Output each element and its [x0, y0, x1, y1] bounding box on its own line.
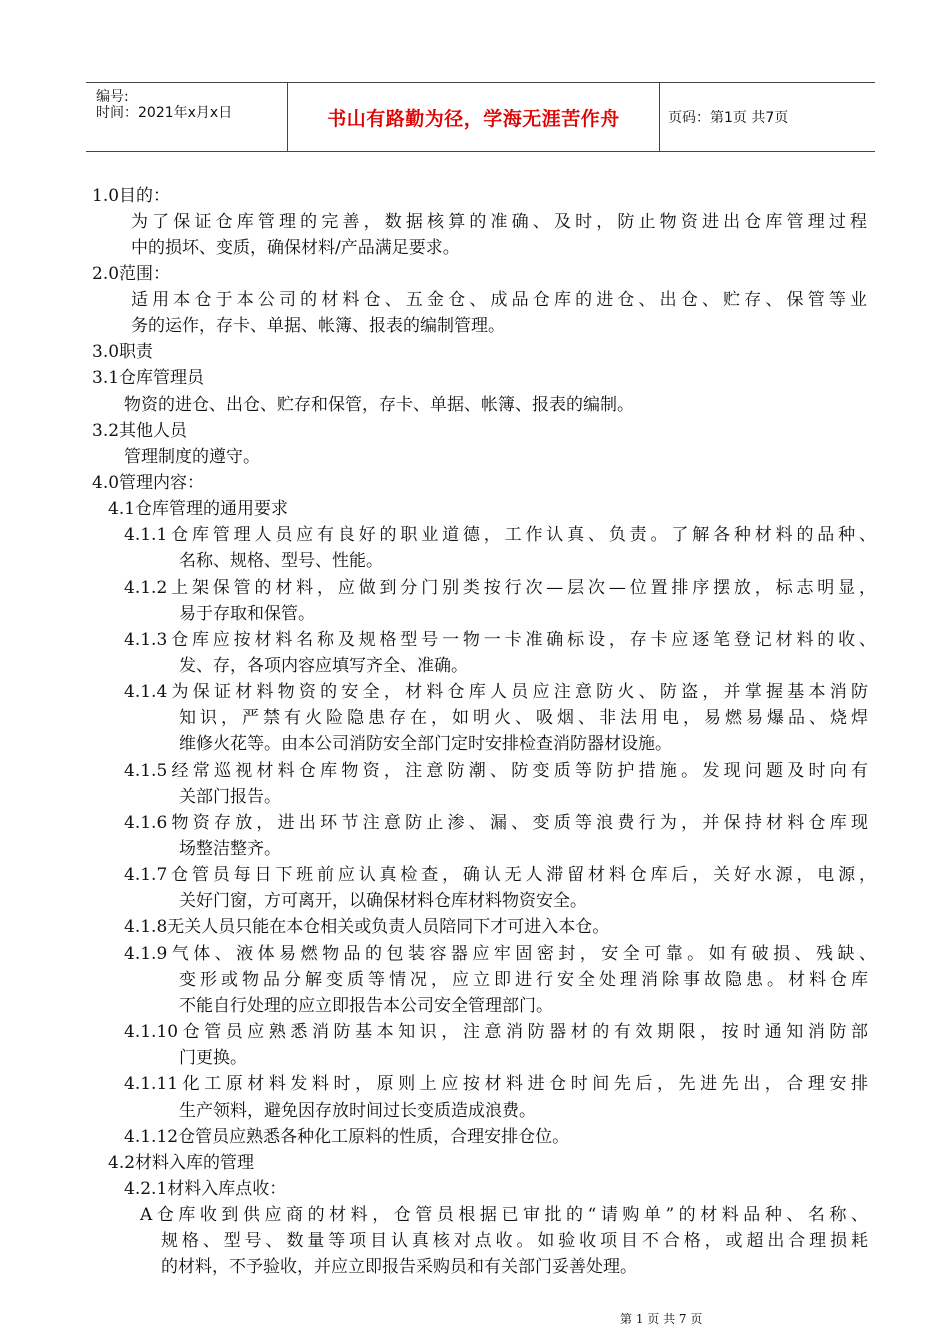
document-header — [86, 82, 875, 152]
doc-number-label: 编号: — [96, 89, 129, 105]
clause-line: 易于存取和保管。 — [179, 604, 315, 624]
clause-line: 4.1.3仓库应按材料名称及规格型号一物一卡准确标设，存卡应逐笔登记材料的收、 — [124, 630, 876, 650]
motto-text: 书山有路勤为径，学海无涯苦作舟 — [327, 107, 620, 130]
section-heading: 1.0目的： — [92, 186, 171, 206]
clause-line: 知识，严禁有火险隐患存在，如明火、吸烟、非法用电，易燃易爆品、烧焊 — [179, 708, 868, 728]
clause-line: 关好门窗，方可离开，以确保材料仓库材料物资安全。 — [179, 891, 587, 911]
clause-line: 4.2.1材料入库点收： — [124, 1179, 287, 1199]
page-footer: 第 1 页 共 7 页 — [620, 1312, 703, 1326]
clause-line: 4.1.6物资存放，进出环节注意防止渗、漏、变质等浪费行为，并保持材料仓库现 — [124, 813, 868, 833]
clause-line: 4.1.2上架保管的材料，应做到分门别类按行次—层次—位置排序摆放，标志明显， — [124, 578, 876, 598]
clause-line: 4.1.5经常巡视材料仓库物资，注意防潮、防变质等防护措施。发现问题及时向有 — [124, 761, 868, 781]
clause-line: 维修火花等。由本公司消防安全部门定时安排检查消防器材设施。 — [179, 734, 672, 754]
body-line: A仓库收到供应商的材料，仓管员根据已审批的“请购单”的材料品种、名称、 — [140, 1205, 868, 1225]
section-heading: 4.0管理内容： — [92, 473, 205, 493]
subsection-heading: 4.1仓库管理的通用要求 — [108, 499, 289, 519]
clause-line: 发、存，各项内容应填写齐全、准确。 — [179, 656, 468, 676]
body-line: 适用本仓于本公司的材料仓、五金仓、成品仓库的进仓、出仓、贮存、保管等业 — [131, 290, 867, 310]
doc-time-label: 时间：2021年x月x日 — [96, 105, 233, 121]
clause-line: 4.1.4为保证材料物资的安全，材料仓库人员应注意防火、防盗，并掌握基本消防 — [124, 682, 868, 702]
body-line: 务的运作，存卡、单据、帐簿、报表的编制管理。 — [131, 316, 505, 336]
clause-line: 不能自行处理的应立即报告本公司安全管理部门。 — [179, 996, 553, 1016]
clause-line: 门更换。 — [179, 1048, 247, 1068]
section-heading: 3.0职责 — [92, 342, 154, 362]
clause-line: 4.1.1仓库管理人员应有良好的职业道德，工作认真、负责。了解各种材料的品种、 — [124, 525, 876, 545]
clause-line: 生产领料，避免因存放时间过长变质造成浪费。 — [179, 1101, 536, 1121]
body-line: 为了保证仓库管理的完善，数据核算的准确、及时，防止物资进出仓库管理过程 — [131, 212, 867, 232]
subsection-heading: 4.2材料入库的管理 — [108, 1153, 255, 1173]
header-motto-cell — [287, 83, 660, 151]
clause-line: 关部门报告。 — [179, 787, 281, 807]
clause-line: 4.1.8无关人员只能在本仓相关或负责人员陪同下才可进入本仓。 — [124, 917, 610, 937]
body-line: 物资的进仓、出仓、贮存和保管，存卡、单据、帐簿、报表的编制。 — [124, 395, 634, 415]
body-line: 中的损坏、变质，确保材料/产品满足要求。 — [131, 238, 460, 258]
section-heading: 2.0范围： — [92, 264, 171, 284]
clause-line: 4.1.11化工原材料发料时，原则上应按材料进仓时间先后，先进先出，合理安排 — [124, 1074, 868, 1094]
clause-line: 名称、规格、型号、性能。 — [179, 551, 383, 571]
subsection-heading: 3.2其他人员 — [92, 421, 188, 441]
clause-line: 变形或物品分解变质等情况，应立即进行安全处理消除事故隐患。材料仓库 — [179, 970, 868, 990]
header-page-info: 页码：第1页 共7页 — [668, 110, 789, 126]
body-line: 规格、型号、数量等项目认真核对点收。如验收项目不合格，或超出合理损耗 — [161, 1231, 868, 1251]
clause-line: 4.1.9气体、液体易燃物品的包装容器应牢固密封，安全可靠。如有破损、残缺、 — [124, 944, 876, 964]
clause-line: 4.1.7仓管员每日下班前应认真检查，确认无人滞留材料仓库后，关好水源，电源， — [124, 865, 876, 885]
header-meta — [86, 83, 287, 151]
clause-line: 场整洁整齐。 — [179, 839, 281, 859]
header-page-cell — [660, 83, 875, 151]
clause-line: 4.1.10仓管员应熟悉消防基本知识，注意消防器材的有效期限，按时通知消防部 — [124, 1022, 868, 1042]
subsection-heading: 3.1仓库管理员 — [92, 368, 205, 388]
body-line: 的材料，不予验收，并应立即报告采购员和有关部门妥善处理。 — [161, 1257, 637, 1277]
body-line: 管理制度的遵守。 — [124, 447, 260, 467]
clause-line: 4.1.12仓管员应熟悉各种化工原料的性质，合理安排仓位。 — [124, 1127, 570, 1147]
